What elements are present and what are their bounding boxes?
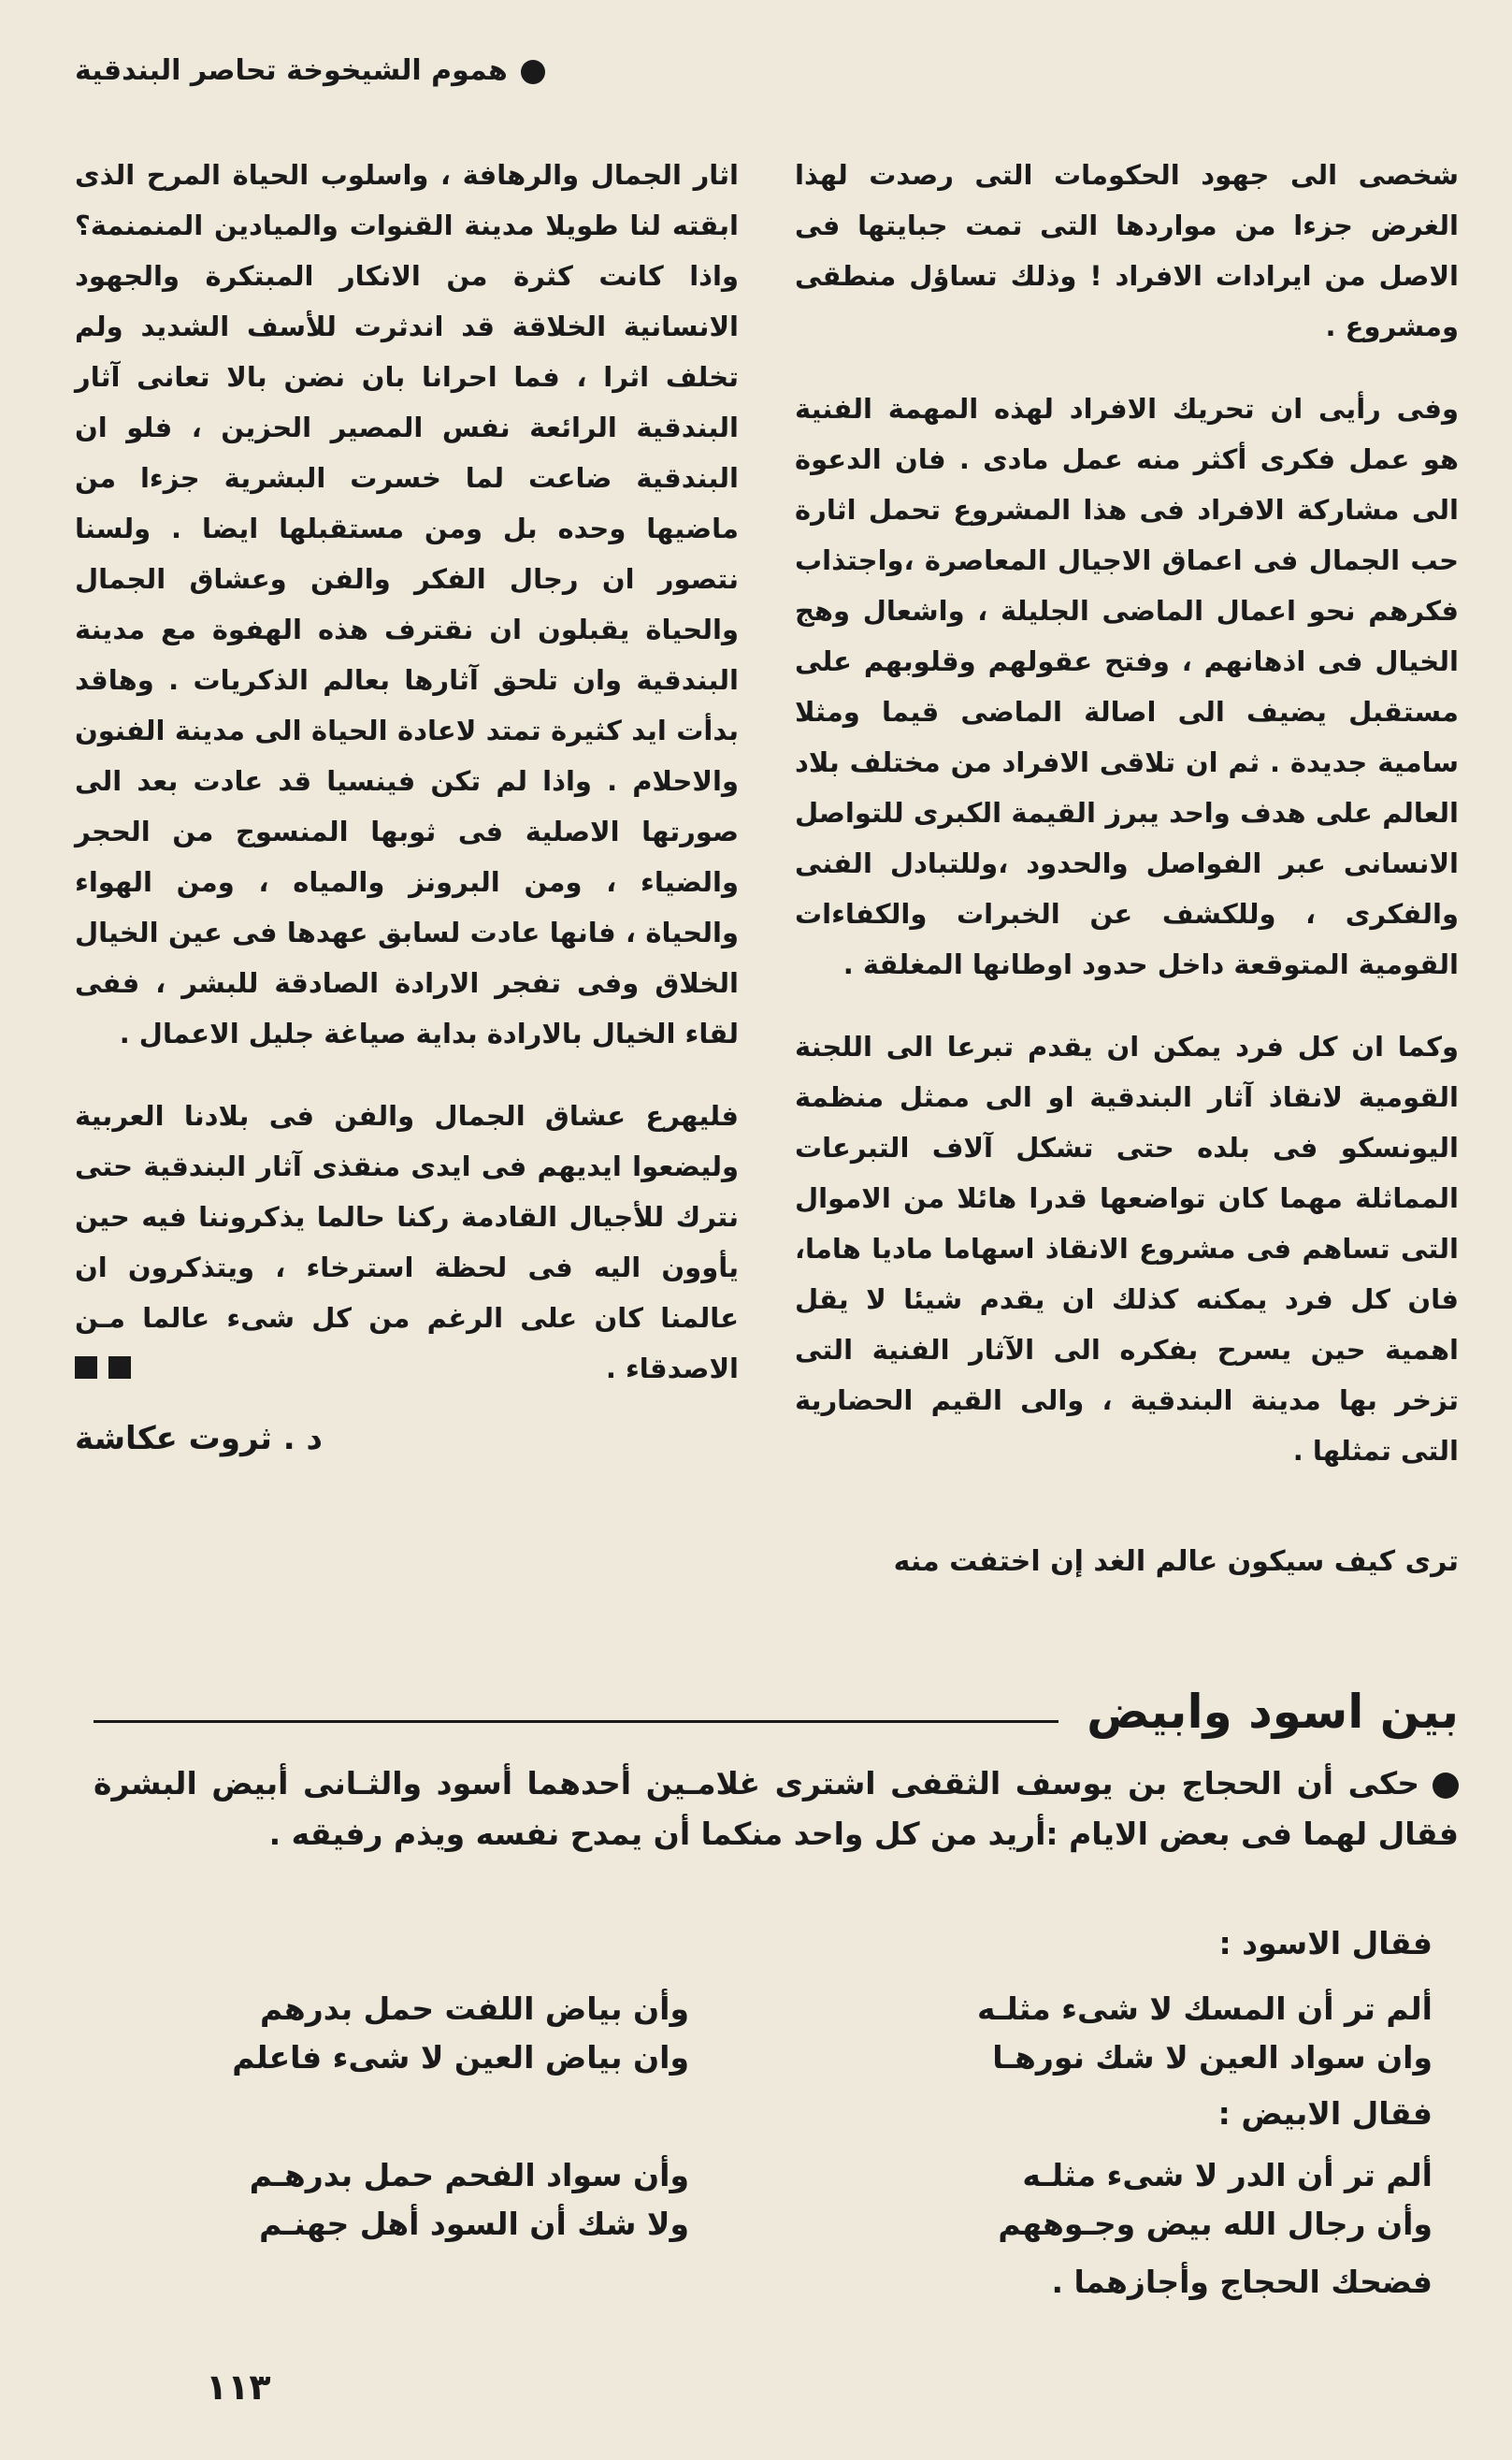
verse-first-half: ألم تر أن الدر لا شىء مثلـه bbox=[1022, 2157, 1433, 2193]
article-paragraph: وكما ان كل فرد يمكن ان يقدم تبرعا الى اللجنة القومية لانقاذ آثار البندقية او الى ممثل منظمة اليونسكو فى بلده حتى تشكل آلاف التبرعات المماثلة مهما كان تواضعها قدرا هائلا من الاموال التى تساهم فى مشروع الانقاذ اسهاما ماديا هاما، فان كل فرد يمكنه كذلك ان يقدم شيئا لا يقل اهمية حين يسرح بفكره الى الآثار الفنية التى تزخر بها مدينة البندقية ، والى القيم الحضارية التى تمثلها . bbox=[795, 1031, 1459, 1467]
bullet-icon bbox=[1433, 1773, 1459, 1799]
white-speaker-label: فقال الابيض : bbox=[1217, 2095, 1433, 2132]
black-speaker-label: فقال الاسود : bbox=[1218, 1925, 1433, 1961]
square-icon bbox=[108, 1356, 131, 1379]
article-paragraph: شخصى الى جهود الحكومات التى رصدت لهذا الغرض جزءا من مواردها التى تمت جبايتها فى الاصل من ايرادات الافراد ! وذلك تساؤل منطقى ومشروع . bbox=[795, 159, 1459, 342]
verse-first-half: وأن رجال الله بيض وجـوههم bbox=[998, 2206, 1433, 2242]
article-columns bbox=[75, 150, 1459, 1590]
verse-first-half: ألم تر أن المسك لا شىء مثلـه bbox=[977, 1990, 1433, 2027]
square-icon bbox=[75, 1356, 97, 1379]
page-number: ١١٣ bbox=[206, 2366, 271, 2408]
bullet-icon bbox=[521, 60, 545, 84]
title-rule bbox=[94, 1720, 1058, 1723]
author-signature: د . ثروت عكاشة bbox=[75, 1420, 323, 1457]
verse-second-half: وأن سواد الفحم حمل بدرهـم bbox=[249, 2157, 689, 2193]
verse-second-half: وأن بياض اللفت حمل بدرهم bbox=[259, 1990, 689, 2027]
section-header bbox=[94, 1674, 1459, 1749]
anecdote-intro-text: حكى أن الحجاج بن يوسف الثقفى اشترى غلامـين أحدهما أسود والثـانى أبيض البشرة فقال لهما فى بعض الايام :أريد من كل واحد منكما أن يمدح نفسه ويذم رفيقه . bbox=[94, 1765, 1459, 1852]
article-paragraph: اثار الجمال والرهافة ، واسلوب الحياة المرح الذى ابقته لنا طويلا مدينة القنوات والميادين المنمنمة؟ واذا كانت كثرة من الانكار المبتكرة والجهود الانسانية الخلاقة قد اندثرت للأسف الشديد ولم تخلف اثرا ، فما احرانا بان نضن بالا تعانى آثار البندقية الرائعة نفس المصير الحزين ، فلو ان البندقية ضاعت لما خسرت البشرية جزءا من ماضيها وحده بل ومن مستقبلها ايضا . ولسنا نتصور ان رجال الفكر والفن وعشاق الجمال والحياة يقبلون ان نقترف هذه الهفوة مع مدينة البندقية وان تلحق آثارها بعالم الذكريات . وهاقد بدأت ايد كثيرة تمتد لاعادة الحياة الى مدينة الفنون والاحلام . واذا لم تكن فينسيا قد عادت بعد الى صورتها الاصلية فى ثوبها المنسوج من الحجر والضياء ، ومن البرونز والمياه ، ومن الهواء والحياة ، فانها عادت لسابق عهدها فى عين الخيال الخلاق وفى تفجر الارادة الصادقة للبشر ، ففى لقاء الخيال بالارادة بداية صياغة جليل الاعمال . bbox=[75, 159, 739, 1049]
verse-first-half: وان سواد العين لا شك نورهـا bbox=[992, 2039, 1433, 2076]
article-closing: فليهرع عشاق الجمال والفن فى بلادنا العربية وليضعوا ايديهم فى ايدى منقذى آثار البندقية حتى نترك للأجيال القادمة ركنا حالما يذكروننا فيه حين يأوون اليه فى لحظة استرخاء ، ويتذكرون ان عالمنا كان على الرغم من كل شىء عالما مـن الاصدقاء . bbox=[75, 1100, 739, 1384]
running-head bbox=[75, 54, 1440, 87]
end-marks bbox=[75, 1356, 739, 1382]
verse-second-half: ولا شك أن السود أهل جهنـم bbox=[259, 2206, 689, 2242]
anecdote-intro bbox=[94, 1758, 1459, 1859]
anecdote-conclusion: فضحك الحجاج وأجازهما . bbox=[1051, 2264, 1433, 2300]
article-left-column bbox=[75, 150, 739, 1590]
article-right-column bbox=[795, 150, 1459, 1590]
article-paragraph: وفى رأيى ان تحريك الافراد لهذه المهمة الفنية هو عمل فكرى أكثر منه عمل مادى . فان الدعوة الى مشاركة الافراد فى هذا المشروع تحمل اثارة حب الجمال فى اعماق الاجيال المعاصرة ،واجتذاب فكرهم نحو اعمال الماضى الجليلة ، واشعال وهج الخيال فى اذهانهم ، وفتح عقولهم وقلوبهم على مستقبل يضيف الى اصالة الماضى قيما ومثلا سامية جديدة . ثم ان تلاقى الافراد من مختلف بلاد العالم على هدف واحد يبرز القيمة الكبرى للتواصل الانسانى عبر الفواصل والحدود ،وللتبادل الفنى والفكرى ، وللكشف عن الخبرات والكفاءات القومية المتوقعة داخل حدود اوطانها المغلقة . bbox=[795, 393, 1459, 980]
section-title: بين اسود وابيض bbox=[1087, 1685, 1459, 1739]
verse-second-half: وان بياض العين لا شىء فاعلم bbox=[232, 2039, 689, 2076]
running-head-text: هموم الشيخوخة تحاصر البندقية bbox=[75, 54, 508, 87]
article-tagline: ترى كيف سيكون عالم الغد إن اختفت منه bbox=[893, 1545, 1459, 1578]
